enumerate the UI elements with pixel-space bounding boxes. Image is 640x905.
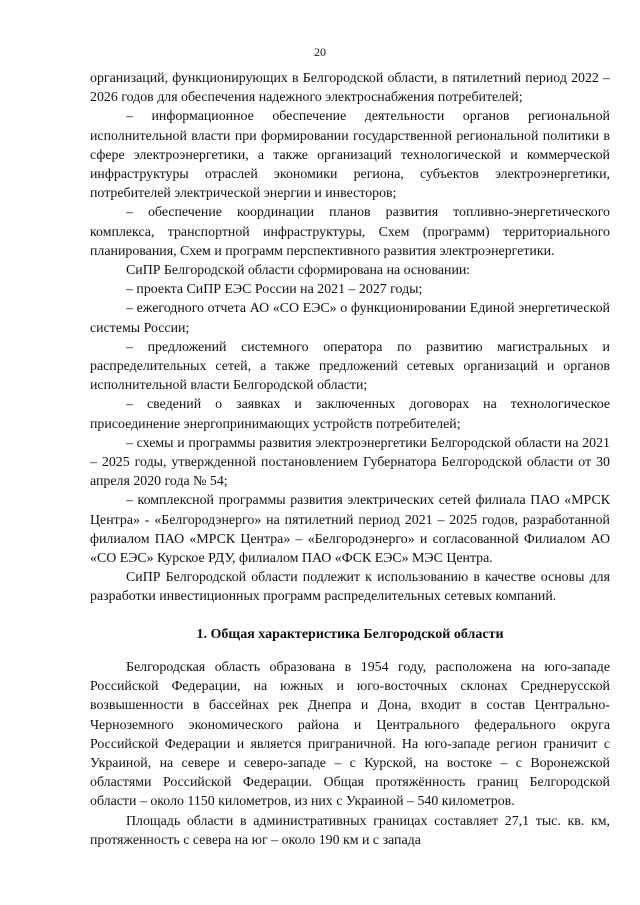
document-body <box>90 69 610 850</box>
list-item: – ежегодного отчета АО «СО ЕЭС» о функционировании Единой энергетической системы России; <box>90 301 610 336</box>
list-item: – сведений о заявках и заключенных договорах на технологическое присоединение энергопринимающих устройств потребителей; <box>90 397 610 432</box>
paragraph: СиПР Белгородской области подлежит к использованию в качестве основы для разработки инвестиционных программ распределительных сетевых компаний. <box>90 570 610 605</box>
list-item: – комплексной программы развития электрических сетей филиала ПАО «МРСК Центра» - «Белгородэнерго» на пятилетний период 2021 – 2025 годов, разработанной филиалом ПАО «МРСК Центра» – «Белгородэнерго» и согласованной Филиалом АО «СО ЕЭС» Курское РДУ, филиалом ПАО «ФСК ЕЭС» МЭС Центра. <box>90 493 610 567</box>
list-item: – схемы и программы развития электроэнергетики Белгородской области на 2021 – 2025 годы, утвержденной постановлением Губернатора Белгородской области от 30 апреля 2020 года № 54; <box>90 435 610 490</box>
paragraph: Белгородская область образована в 1954 году, расположена на юго-западе Российской Федерации, на южных и юго-восточных склонах Среднерусской возвышенности в бассейнах рек Днепра и Дона, входит в состав Центрально-Черноземного экономического района и Центрального федерального округа Российской Федерации и является приграничной. На юго-западе регион граничит с Украиной, на севере и северо-западе – с Курской, на востоке – с Воронежской областями Российской Федерации. Общая протяжённость границ Белгородской области – около 1150 километров, из них с Украиной – 540 километров. <box>90 659 610 810</box>
section-heading: 1. Общая характеристика Белгородской области <box>196 626 504 642</box>
list-item: – предложений системного оператора по развитию магистральных и распределительных сетей, а также предложений сетевых организаций и органов исполнительной власти Белгородской области; <box>90 339 610 394</box>
paragraph: Площадь области в административных границах составляет 27,1 тыс. кв. км, протяженность с севера на юг – около 190 км и с запада <box>90 813 610 848</box>
paragraph: организаций, функционирующих в Белгородской области, в пятилетний период 2022 – 2026 годов для обеспечения надежного электроснабжения потребителей; <box>90 71 610 106</box>
page-number: 20 <box>314 45 326 59</box>
list-item: – информационное обеспечение деятельности органов региональной исполнительной власти при формировании государственной региональной политики в сфере электроэнергетики, а также организаций технологической и коммерческой инфраструктуры отраслей экономики региона, субъектов электроэнергетики, потребителей электрической энергии и инвесторов; <box>90 109 610 202</box>
paragraph: СиПР Белгородской области сформирована на основании: <box>126 263 471 279</box>
list-item: – проекта СиПР ЕЭС России на 2021 – 2027 годы; <box>126 282 423 298</box>
list-item: – обеспечение координации планов развития топливно-энергетического комплекса, транспортной инфраструктуры, Схем (программ) территориального планирования, Схем и программ перспективного развития электроэнергетики. <box>90 205 610 259</box>
